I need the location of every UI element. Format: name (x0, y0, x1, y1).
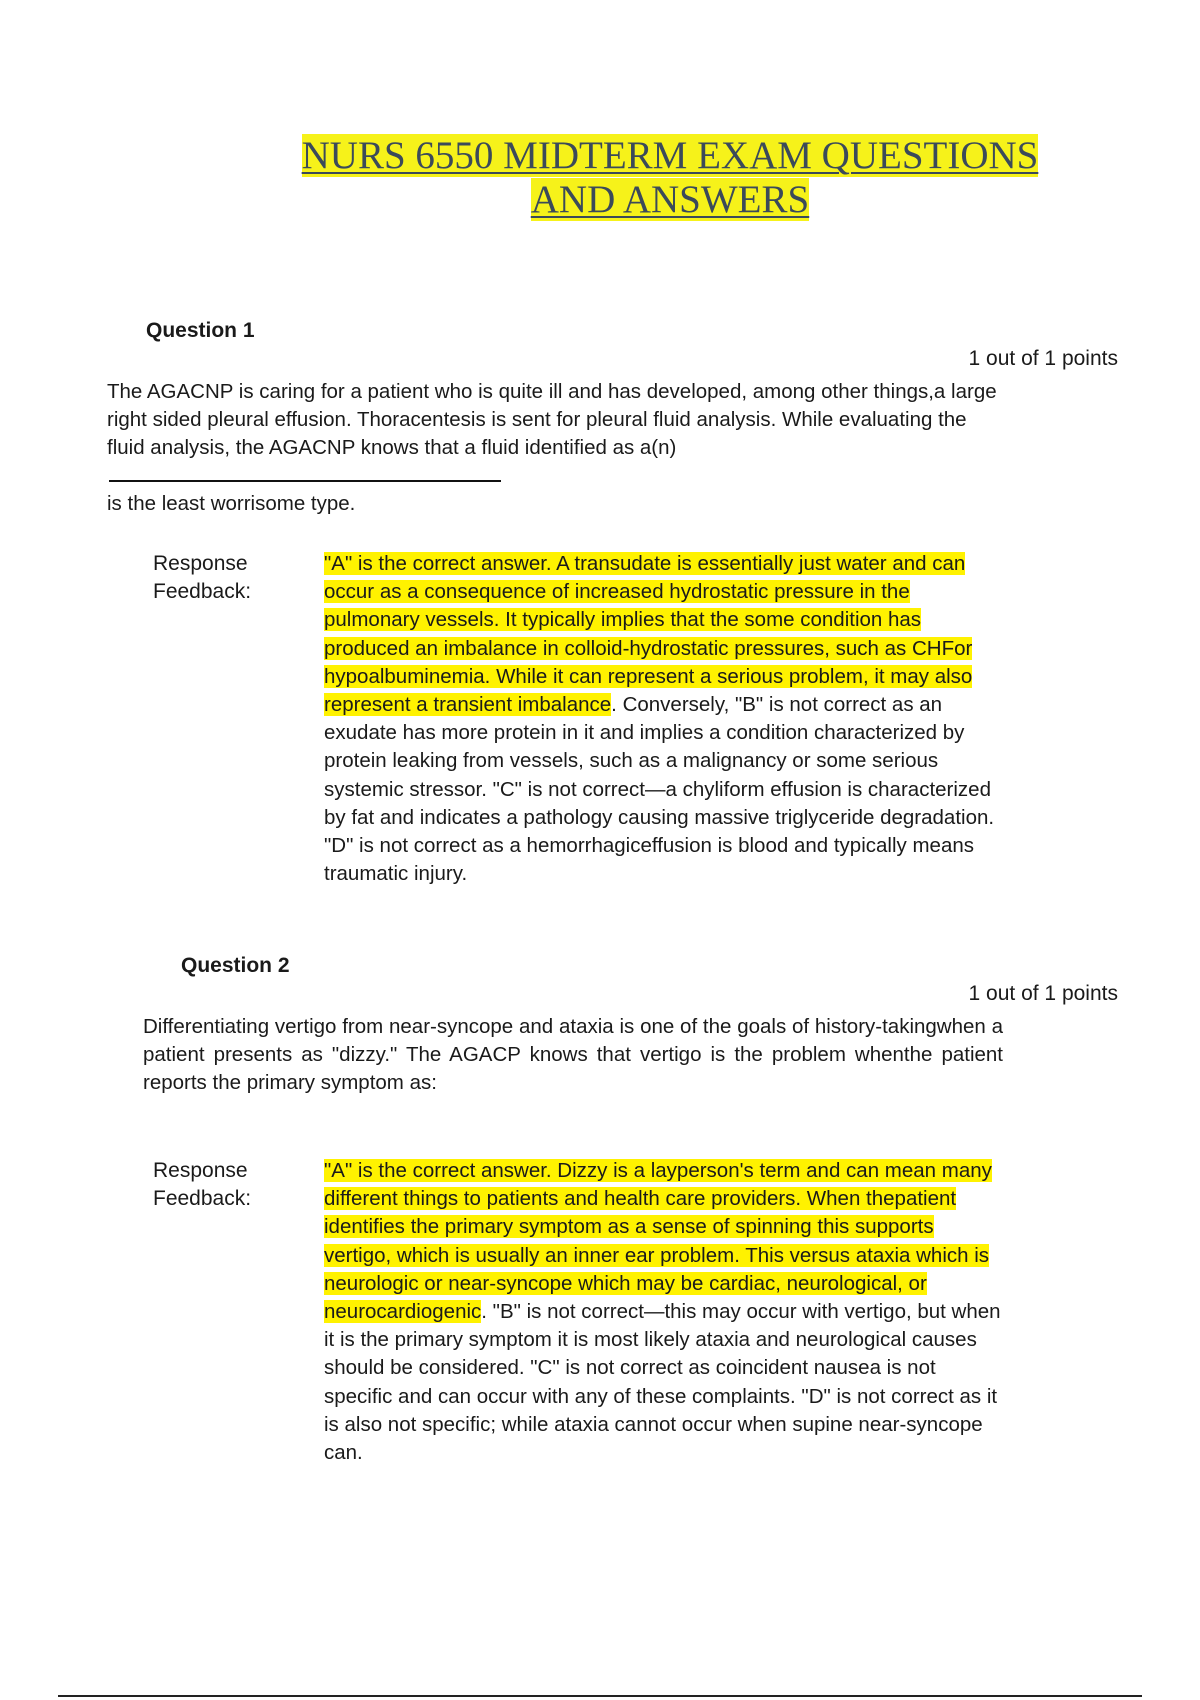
question-2-feedback-rest: . "B" is not correct—this may occur with vertigo, but when it is the primary symptom it is most likely ataxia and neurological causes should be considered. "C" is not correct as coincident nausea is not specific and can occur with any of these complaints. "D" is not correct as it is also not specific; while ataxia cannot occur when supine near-syncope can. (324, 1300, 1001, 1465)
question-1-response-label: Response Feedback: (153, 552, 252, 603)
question-2-response-label: Response Feedback: (153, 1159, 252, 1210)
question-2-heading: Question 2 (181, 954, 290, 977)
question-1-points: 1 out of 1 points (968, 347, 1118, 370)
page-footer-rule (58, 1695, 1142, 1697)
question-1-feedback (324, 550, 1004, 888)
question-2-feedback (324, 1157, 1004, 1467)
question-1-text-end: is the least worrisome type. (107, 492, 356, 515)
question-1-text-main: The AGACNP is caring for a patient who is quite ill and has developed, among other things,a large right sided pleural effusion. Thoracentesis is sent for pleural fluid analysis. While evaluating the fluid analysis, the AGACNP knows that a fluid identified as a(n) (107, 380, 997, 459)
question-2-feedback-highlight: "A" is the correct answer. Dizzy is a layperson's term and can mean many different things to patients and health care providers. When thepatient identifies the primary symptom as a sense of spinning this supports vertigo, which is usually an inner ear problem. This versus ataxia which is neurologic or near-syncope which may be cardiac, neurological, or neurocardiogenic (324, 1159, 992, 1324)
question-1-feedback-rest: . Conversely, "B" is not correct as an exudate has more protein in it and implies a condition characterized by protein leaking from vessels, such as a malignancy or some serious systemic stressor. "C" is not correct—a chyliform effusion is characterized by fat and indicates a pathology causing massive triglyceride degradation. "D" is not correct as a hemorrhagiceffusion is blood and typically means traumatic injury. (324, 693, 995, 886)
question-2-points: 1 out of 1 points (968, 982, 1118, 1005)
question-1-feedback-highlight: "A" is the correct answer. A transudate is essentially just water and can occur as a consequence of increased hydrostatic pressure in the pulmonary vessels. It typically implies that the some condition has produced an imbalance in colloid-hydrostatic pressures, such as CHFor hypoalbuminemia. While it can represent a serious problem, it may also represent a transient imbalance (324, 552, 973, 717)
answer-blank (109, 462, 501, 482)
page-title-text: NURS 6550 MIDTERM EXAM QUESTIONS AND ANSWERS (301, 134, 1039, 221)
page-title (280, 134, 1060, 222)
question-1-heading: Question 1 (146, 319, 255, 342)
question-2-text: Differentiating vertigo from near-syncope and ataxia is one of the goals of history-takingwhen a patient presents as "dizzy." The AGACP knows that vertigo is the problem whenthe patient reports the primary symptom as: (143, 1015, 1003, 1094)
question-1-text (107, 378, 1007, 518)
